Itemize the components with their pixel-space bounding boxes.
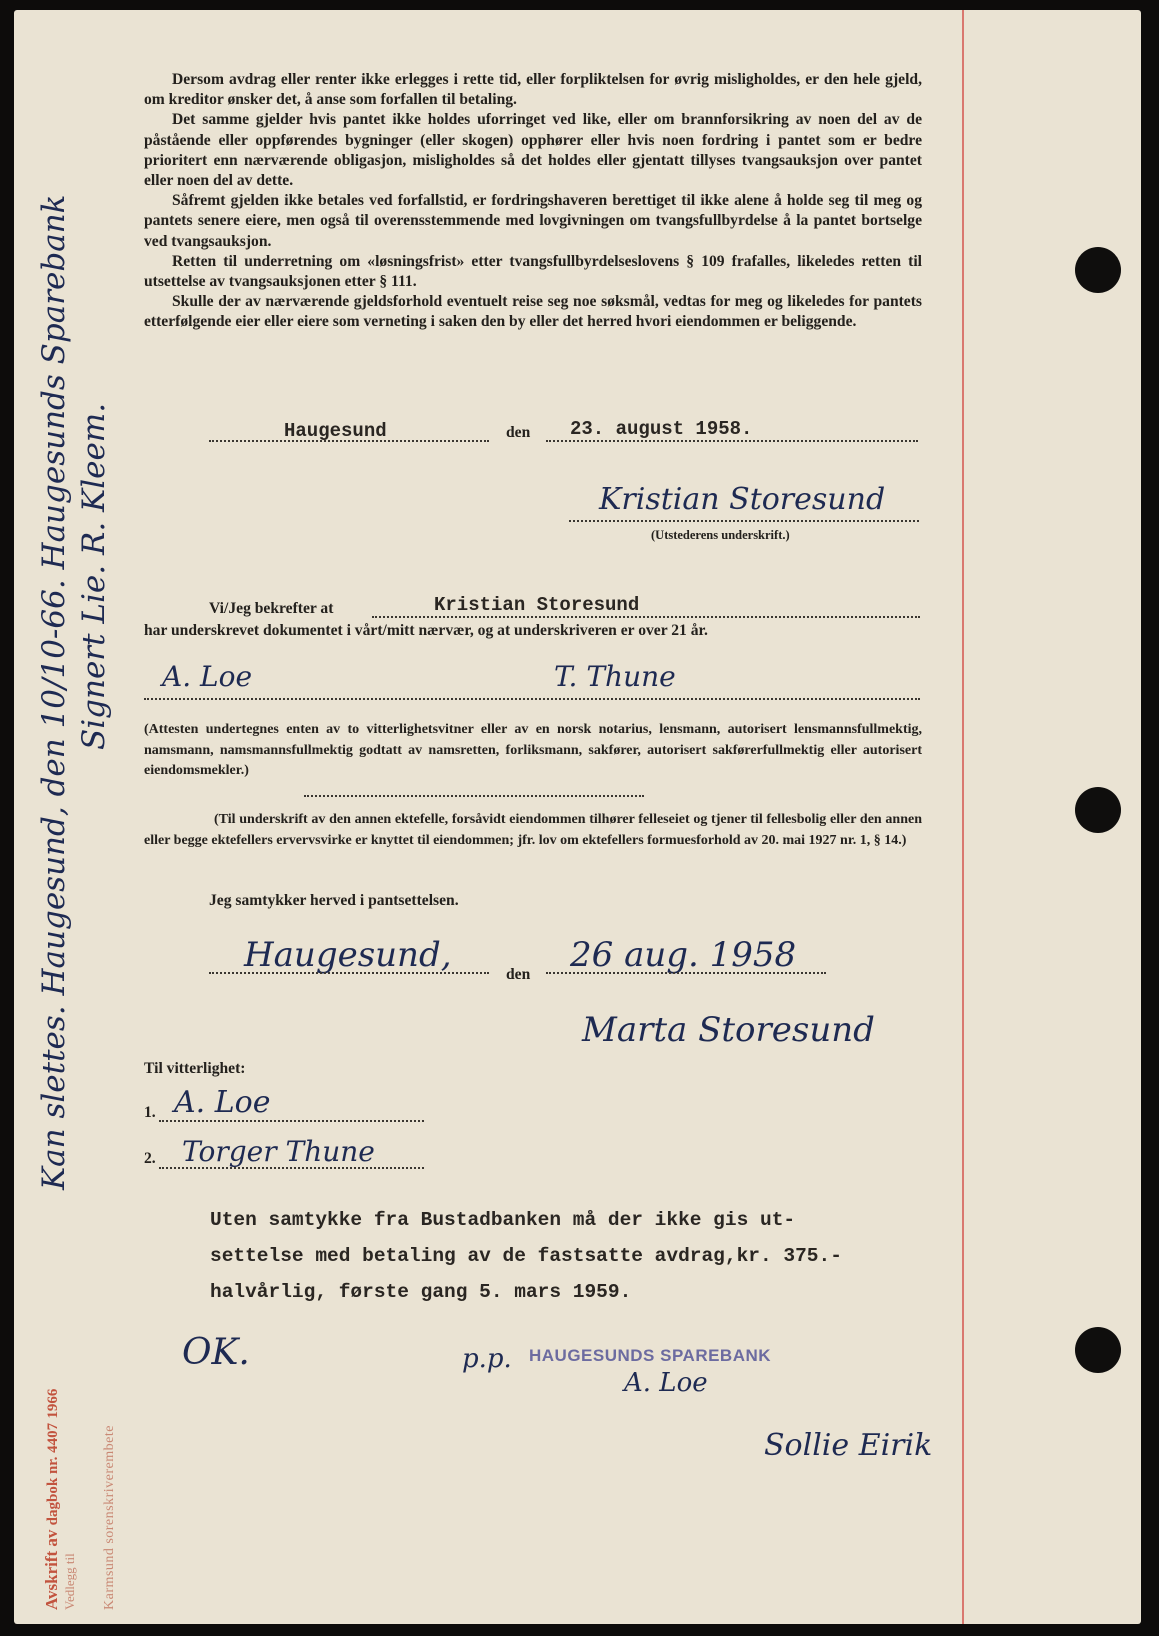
punch-hole-middle xyxy=(1075,787,1121,833)
witness-1-dotted-line xyxy=(159,1120,424,1122)
spouse-note-text: (Til underskrift av den annen ektefelle, forsåvidt eiendommen tilhører felleseiet og tjener til fellesbolig eller den annen eller begge ektefellers ervervsvirke er knyttet til eiendommen; jfr. lov om ektefellers formuesforhold av 20. mai 1927 nr. 1, § 14.) xyxy=(144,812,922,848)
confirm-witness-signature-2: T. Thune xyxy=(554,660,676,693)
condition-line-2: settelse med betaling av de fastsatte avdrag,kr. 375.- xyxy=(210,1245,842,1267)
attestation-note xyxy=(144,720,922,782)
approval-signature-2: Sollie Eirik xyxy=(764,1428,933,1463)
spouse-note xyxy=(144,810,922,851)
registry-stamp xyxy=(42,1389,62,1610)
confirm-witness-signature-1: A. Loe xyxy=(162,660,253,693)
spouse-consent: Jeg samtykker herved i pantsettelsen. xyxy=(209,892,459,909)
terms-text xyxy=(144,70,922,333)
spouse-date-dotted-line xyxy=(546,972,826,974)
registry-vedlegg: Vedlegg til xyxy=(62,1553,77,1610)
signature-caption: (Utstederens underskrift.) xyxy=(651,528,790,542)
witness-signature-1: A. Loe xyxy=(174,1085,271,1120)
witness-number-2: 2. xyxy=(144,1150,156,1167)
issuer-signature: Kristian Storesund xyxy=(599,482,886,517)
margin-note-line-2: Signert Lie. R. Kleem. xyxy=(76,402,112,750)
confirm-line-2: har underskrevet dokumentet i vårt/mitt nærvær, og at underskriveren er over 21 år. xyxy=(144,622,708,639)
spouse-date: 26 aug. 1958 xyxy=(570,935,797,975)
witness-2-dotted-line xyxy=(159,1167,424,1169)
confirm-witness-dotted-line xyxy=(144,698,920,700)
approval-signature-1: A. Loe xyxy=(624,1368,708,1398)
registry-office: Karmsund sorenskriverembete xyxy=(102,1425,117,1610)
spouse-place: Haugesund, xyxy=(244,935,452,975)
terms-paragraph-1: Dersom avdrag eller renter ikke erlegges i rette tid, eller forpliktelsen for øvrig misligholdes, er den hele gjeld, om kreditor ønsker det, å anse som forfallen til betaling. xyxy=(144,71,922,109)
witness-signature-2: Torger Thune xyxy=(182,1135,375,1168)
issue-date: 23. august 1958. xyxy=(570,418,753,440)
confirm-dotted-line xyxy=(372,616,920,618)
date-dotted-line xyxy=(546,440,918,442)
punch-hole-bottom xyxy=(1075,1327,1121,1373)
registry-year: 1966 xyxy=(45,1388,61,1419)
issue-place: Haugesund xyxy=(284,420,387,442)
margin-note-line-1: Kan slettes. Haugesund, den 10/10-66. Haugesunds Sparebank xyxy=(36,194,72,1190)
witness-number-1: 1. xyxy=(144,1104,156,1121)
registry-avskrift: Avskrift av xyxy=(42,1529,61,1610)
terms-paragraph-3: Såfremt gjelden ikke betales ved forfallstid, er fordringshaveren berettiget til ikke alene å holde seg til meg og pantets senere eiere, men også til overensstemmende med lovgivningen om tvangsfullbyrdelse å la pantet bortselge ved tvangsauksjon. xyxy=(144,192,922,250)
witnesses-label: Til vitterlighet: xyxy=(144,1060,246,1077)
punch-hole-top xyxy=(1075,247,1121,293)
issue-den-label: den xyxy=(506,424,531,441)
bank-stamp: HAUGESUNDS SPAREBANK xyxy=(529,1346,772,1365)
attestation-dotted-line xyxy=(304,795,644,797)
terms-paragraph-2: Det samme gjelder hvis pantet ikke holdes uforringet ved like, eller om brannforsikring av noen del av de påstående eller oppførendes bygninger (eller skogen) opphører eller hvis noen fordring i pantet som er bedre prioritert enn nærværende obligasjon, misligholdes så det holdes eller gjentatt tillyses tvangsauksjon over pantet eller noen del av dette. xyxy=(144,111,922,190)
attestation-note-text: (Attesten undertegnes enten av to vitterlighetsvitner eller av en norsk notarius, lensmann, autorisert lensmannsfullmektig, namsmann, namsmannsfullmektig godtatt av namsretten, forliksmann, sakfører, autorisert sakførerfullmektig eller autorisert eiendomsmekler.) xyxy=(144,722,922,778)
terms-paragraph-5: Skulle der av nærværende gjeldsforhold eventuelt reise seg noe søksmål, vedtas for meg og likeledes for pantets etterfølgende eier eller eiere som verneting i saken den by eller det herred hvori eiendommen er beliggende. xyxy=(144,293,922,331)
red-margin-line xyxy=(962,10,964,1624)
terms-paragraph-4: Retten til underretning om «løsningsfrist» etter tvangsfullbyrdelseslovens § 109 frafalles, likeledes retten til utsettelse av tvangsauksjonen etter § 111. xyxy=(144,252,922,291)
spouse-den-label: den xyxy=(506,966,531,983)
spouse-place-dotted-line xyxy=(209,972,489,974)
signature-dotted-line xyxy=(569,520,919,522)
condition-text xyxy=(210,1202,910,1310)
condition-line-3: halvårlig, første gang 5. mars 1959. xyxy=(210,1281,632,1303)
confirm-prefix: Vi/Jeg bekrefter at xyxy=(209,600,334,617)
spouse-signature: Marta Storesund xyxy=(582,1010,875,1050)
confirm-name: Kristian Storesund xyxy=(434,594,640,616)
registry-dagbok: dagbok nr. 4407 xyxy=(45,1422,61,1526)
approval-initials: OK. xyxy=(182,1332,250,1373)
approval-pp: p.p. xyxy=(462,1344,512,1374)
document-page xyxy=(14,10,1141,1624)
condition-line-1: Uten samtykke fra Bustadbanken må der ikke gis ut- xyxy=(210,1209,796,1231)
